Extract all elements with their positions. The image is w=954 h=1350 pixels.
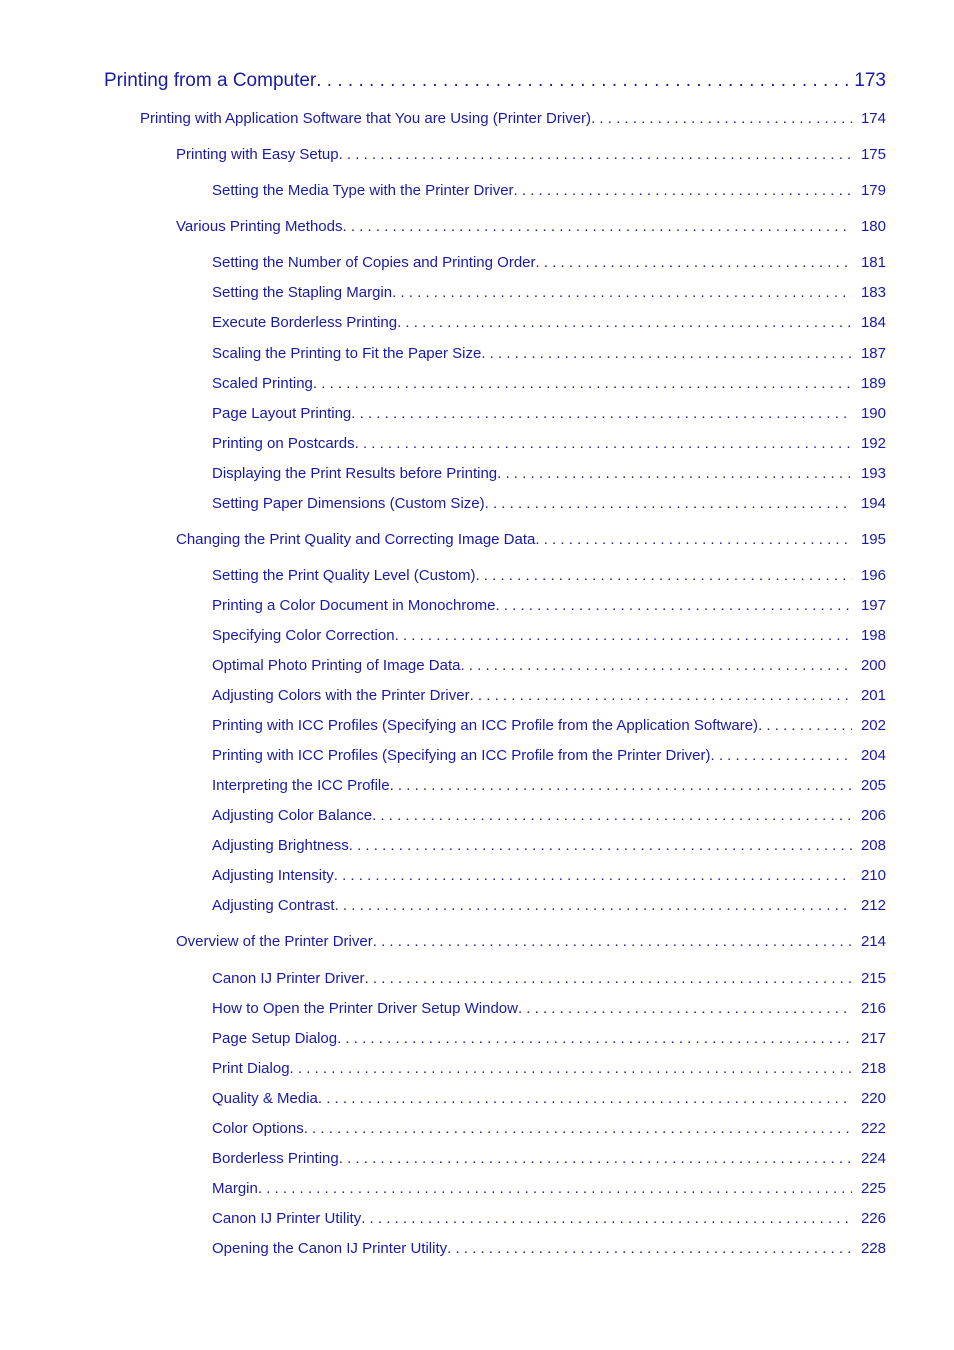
toc-entry[interactable] <box>212 1240 886 1257</box>
toc-entry[interactable] <box>176 218 886 235</box>
toc-entry-page-number: 195 <box>860 531 886 548</box>
toc-entry-page-number: 208 <box>860 837 886 854</box>
toc-entry[interactable] <box>212 284 886 301</box>
dot-leader <box>337 1030 852 1047</box>
dot-leader <box>390 777 852 794</box>
toc-entry[interactable] <box>176 531 886 548</box>
toc-entry[interactable] <box>176 933 886 950</box>
toc-entry-page-number: 220 <box>860 1090 886 1107</box>
toc-entry-page-number: 187 <box>860 345 886 362</box>
toc-entry-title: Setting the Media Type with the Printer Driver <box>212 182 514 199</box>
toc-entry-page-number: 200 <box>860 657 886 674</box>
toc-entry-page-number: 173 <box>854 70 886 91</box>
toc-entry[interactable] <box>212 405 886 422</box>
toc-entry-title: Optimal Photo Printing of Image Data <box>212 657 461 674</box>
toc-entry[interactable] <box>212 465 886 482</box>
toc-entry-page-number: 193 <box>860 465 886 482</box>
dot-leader <box>316 70 848 92</box>
toc-entry-page-number: 183 <box>860 284 886 301</box>
dot-leader <box>372 807 852 824</box>
toc-entry[interactable] <box>212 837 886 854</box>
toc-entry[interactable] <box>212 1180 886 1197</box>
toc-entry[interactable] <box>212 687 886 704</box>
toc-entry[interactable] <box>212 1000 886 1017</box>
dot-leader <box>481 345 852 362</box>
toc-entry[interactable] <box>212 182 886 199</box>
dot-leader <box>355 435 852 452</box>
toc-entry-page-number: 190 <box>860 405 886 422</box>
toc-entry-title: Print Dialog <box>212 1060 290 1077</box>
dot-leader <box>351 405 852 422</box>
toc-entry-title: Scaled Printing <box>212 375 313 392</box>
toc-entry-title: Opening the Canon IJ Printer Utility <box>212 1240 448 1257</box>
toc-entry-title: Overview of the Printer Driver <box>176 933 373 950</box>
toc-entry-title: Adjusting Contrast <box>212 897 335 914</box>
dot-leader <box>514 182 852 199</box>
toc-entry-title: Changing the Print Quality and Correcting Image Data <box>176 531 536 548</box>
toc-entry-page-number: 175 <box>860 146 886 163</box>
toc-entry[interactable] <box>212 1120 886 1137</box>
toc-entry[interactable] <box>140 110 886 127</box>
toc-entry-title: How to Open the Printer Driver Setup Window <box>212 1000 518 1017</box>
dot-leader <box>447 1240 852 1257</box>
toc-entry-page-number: 218 <box>860 1060 886 1077</box>
toc-entry-title: Setting the Print Quality Level (Custom) <box>212 567 476 584</box>
dot-leader <box>518 1000 852 1017</box>
toc-entry[interactable] <box>212 747 886 764</box>
toc-entry[interactable] <box>212 254 886 271</box>
toc-entry-page-number: 225 <box>860 1180 886 1197</box>
dot-leader <box>339 1150 852 1167</box>
dot-leader <box>591 110 852 127</box>
dot-leader <box>349 837 852 854</box>
toc-entry-page-number: 181 <box>860 254 886 271</box>
toc-entry-page-number: 210 <box>860 867 886 884</box>
toc-entry-title: Printing on Postcards <box>212 435 355 452</box>
toc-entry-title: Setting Paper Dimensions (Custom Size) <box>212 495 485 512</box>
toc-entry[interactable] <box>176 146 886 163</box>
toc-entry[interactable] <box>212 1060 886 1077</box>
toc-entry-title: Printing with ICC Profiles (Specifying an ICC Profile from the Printer Driver) <box>212 747 711 764</box>
toc-entry[interactable] <box>212 495 886 512</box>
toc-entry[interactable] <box>212 567 886 584</box>
toc-entry[interactable] <box>212 435 886 452</box>
toc-entry-title: Execute Borderless Printing <box>212 314 398 331</box>
toc-entry[interactable] <box>212 1030 886 1047</box>
toc-entry[interactable] <box>104 70 886 92</box>
dot-leader <box>342 218 852 235</box>
toc-entry[interactable] <box>212 1090 886 1107</box>
toc-entry[interactable] <box>212 807 886 824</box>
toc-entry[interactable] <box>212 375 886 392</box>
toc-entry-title: Printing with Easy Setup <box>176 146 339 163</box>
dot-leader <box>290 1060 852 1077</box>
toc-entry[interactable] <box>212 777 886 794</box>
dot-leader <box>535 531 852 548</box>
toc-entry-title: Quality & Media <box>212 1090 318 1107</box>
toc-entry-title: Printing with Application Software that You are Using (Printer Driver) <box>140 110 592 127</box>
dot-leader <box>318 1090 852 1107</box>
toc-entry-title: Margin <box>212 1180 258 1197</box>
toc-entry-page-number: 202 <box>860 717 886 734</box>
dot-leader <box>475 567 852 584</box>
toc-entry-page-number: 217 <box>860 1030 886 1047</box>
toc-entry-page-number: 201 <box>860 687 886 704</box>
toc-entry[interactable] <box>212 897 886 914</box>
dot-leader <box>339 146 852 163</box>
dot-leader <box>258 1180 852 1197</box>
toc-entry[interactable] <box>212 627 886 644</box>
dot-leader <box>758 717 852 734</box>
dot-leader <box>335 897 852 914</box>
toc-entry-title: Printing a Color Document in Monochrome <box>212 597 496 614</box>
dot-leader <box>313 375 852 392</box>
dot-leader <box>497 465 852 482</box>
dot-leader <box>485 495 852 512</box>
dot-leader <box>365 970 852 987</box>
toc-entry-page-number: 224 <box>860 1150 886 1167</box>
dot-leader <box>397 314 852 331</box>
toc-entry-title: Page Setup Dialog <box>212 1030 338 1047</box>
toc-entry[interactable] <box>212 657 886 674</box>
toc-entry-page-number: 192 <box>860 435 886 452</box>
toc-entry-page-number: 204 <box>860 747 886 764</box>
dot-leader <box>460 657 852 674</box>
toc-entry-title: Displaying the Print Results before Printing <box>212 465 498 482</box>
toc-entry-title: Setting the Number of Copies and Printing Order <box>212 254 536 271</box>
toc-entry-title: Canon IJ Printer Utility <box>212 1210 362 1227</box>
toc-entry-page-number: 184 <box>860 314 886 331</box>
toc-entry-title: Borderless Printing <box>212 1150 339 1167</box>
dot-leader <box>536 254 852 271</box>
toc-entry-title: Specifying Color Correction <box>212 627 395 644</box>
dot-leader <box>373 933 852 950</box>
toc-entry-title: Color Options <box>212 1120 304 1137</box>
toc-entry-page-number: 215 <box>860 970 886 987</box>
toc-entry[interactable] <box>212 345 886 362</box>
toc-entry-title: Adjusting Intensity <box>212 867 334 884</box>
dot-leader <box>495 597 852 614</box>
toc-entry[interactable] <box>212 314 886 331</box>
toc-entry-page-number: 205 <box>860 777 886 794</box>
toc-entry-title: Adjusting Colors with the Printer Driver <box>212 687 470 704</box>
dot-leader <box>395 627 852 644</box>
toc-entry-page-number: 189 <box>860 375 886 392</box>
toc-entry[interactable] <box>212 867 886 884</box>
toc-entry[interactable] <box>212 1210 886 1227</box>
toc-entry-page-number: 197 <box>860 597 886 614</box>
toc-entry-title: Adjusting Color Balance <box>212 807 373 824</box>
toc-entry-page-number: 194 <box>860 495 886 512</box>
toc-entry-page-number: 180 <box>860 218 886 235</box>
dot-leader <box>392 284 852 301</box>
toc-entry-title: Printing from a Computer <box>104 70 317 91</box>
toc-entry-page-number: 222 <box>860 1120 886 1137</box>
toc-entry-page-number: 206 <box>860 807 886 824</box>
toc-entry-page-number: 174 <box>860 110 886 127</box>
dot-leader <box>334 867 852 884</box>
toc-entry-page-number: 214 <box>860 933 886 950</box>
toc-entry-page-number: 226 <box>860 1210 886 1227</box>
toc-entry-title: Page Layout Printing <box>212 405 352 422</box>
toc-entry-page-number: 212 <box>860 897 886 914</box>
toc-entry-page-number: 196 <box>860 567 886 584</box>
dot-leader <box>304 1120 852 1137</box>
toc-entry-page-number: 216 <box>860 1000 886 1017</box>
toc-entry-title: Canon IJ Printer Driver <box>212 970 365 987</box>
toc-entry-title: Various Printing Methods <box>176 218 343 235</box>
toc-entry-title: Scaling the Printing to Fit the Paper Size <box>212 345 482 362</box>
toc-entry[interactable] <box>212 717 886 734</box>
toc-entry-title: Interpreting the ICC Profile <box>212 777 390 794</box>
toc-entry-page-number: 179 <box>860 182 886 199</box>
dot-leader <box>711 747 853 764</box>
toc-entry-title: Setting the Stapling Margin <box>212 284 393 301</box>
toc-entry[interactable] <box>212 970 886 987</box>
toc-entry-page-number: 228 <box>860 1240 886 1257</box>
dot-leader <box>470 687 852 704</box>
toc-entry[interactable] <box>212 1150 886 1167</box>
toc-entry-page-number: 198 <box>860 627 886 644</box>
toc-entry[interactable] <box>212 597 886 614</box>
dot-leader <box>361 1210 852 1227</box>
toc-entry-title: Printing with ICC Profiles (Specifying an ICC Profile from the Application Software) <box>212 717 759 734</box>
toc-entry-title: Adjusting Brightness <box>212 837 349 854</box>
